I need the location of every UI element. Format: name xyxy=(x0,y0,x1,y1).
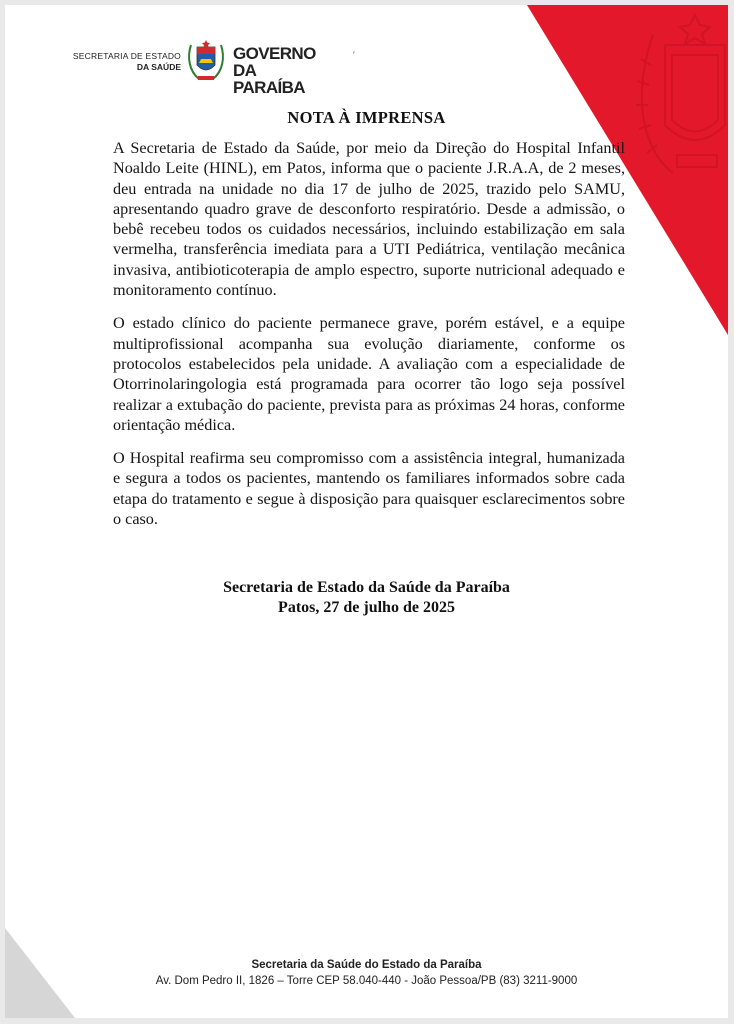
paraiba-coat-of-arms-icon xyxy=(185,39,227,83)
secretaria-line1: SECRETARIA DE ESTADO xyxy=(72,51,181,61)
signature-place-date: Patos, 27 de julho de 2025 xyxy=(278,599,455,616)
secretaria-line2: DA SAÚDE xyxy=(136,62,181,72)
secretaria-label xyxy=(71,51,181,73)
governo-line2: DA PARAÍBA xyxy=(233,61,305,97)
document-title: NOTA À IMPRENSA xyxy=(287,108,446,127)
footer-org: Secretaria da Saúde do Estado da Paraíba xyxy=(251,959,482,971)
paragraph-2: O estado clínico do paciente permanece grave, porém estável, e a equipe multiprofissional acompanha sua evolução diariamente, conforme os protocolos estabelecidos pela unidade. A avaliação com a especialidade de Otorrinolaringologia está programada para ocorrer tão logo seja possível realizar a extubação do paciente, prevista para as próximas 24 horas, conforme orientação médica. xyxy=(113,314,625,434)
document-page xyxy=(5,5,728,1018)
footer-address: Av. Dom Pedro II, 1826 – Torre CEP 58.040-440 - João Pessoa/PB (83) 3211-9000 xyxy=(155,975,578,987)
signature-block xyxy=(5,578,728,618)
governo-line1: GOVERNO xyxy=(233,44,316,63)
paragraph-1: A Secretaria de Estado da Saúde, por meio da Direção do Hospital Infantil Noaldo Leite (HINL), em Patos, informa que o paciente J.R.A.A, de 2 meses, deu entrada na unidade no dia 17 de julho de 2025, trazido pelo SAMU, apresentando quadro grave de desconforto respiratório. Desde a admissão, o bebê recebeu todos os cuidados necessários, incluindo estabilização em sala vermelha, transferência imediata para a UTI Pediátrica, ventilação mecânica invasiva, antibioticoterapia de amplo espectro, suporte nutricional adequado e monitoramento contínuo. xyxy=(113,139,625,300)
document-body xyxy=(113,138,625,542)
governo-logo-text xyxy=(233,45,316,96)
stray-mark: ′ xyxy=(353,50,355,60)
signature-issuer: Secretaria de Estado da Saúde da Paraíba xyxy=(223,579,510,596)
footer xyxy=(5,957,728,989)
paragraph-3: O Hospital reafirma seu compromisso com a assistência integral, humanizada e segura a todos os pacientes, mantendo os familiares informados sobre cada etapa do tratamento e segue à disposição para quaisquer esclarecimentos sobre o caso. xyxy=(113,449,625,529)
